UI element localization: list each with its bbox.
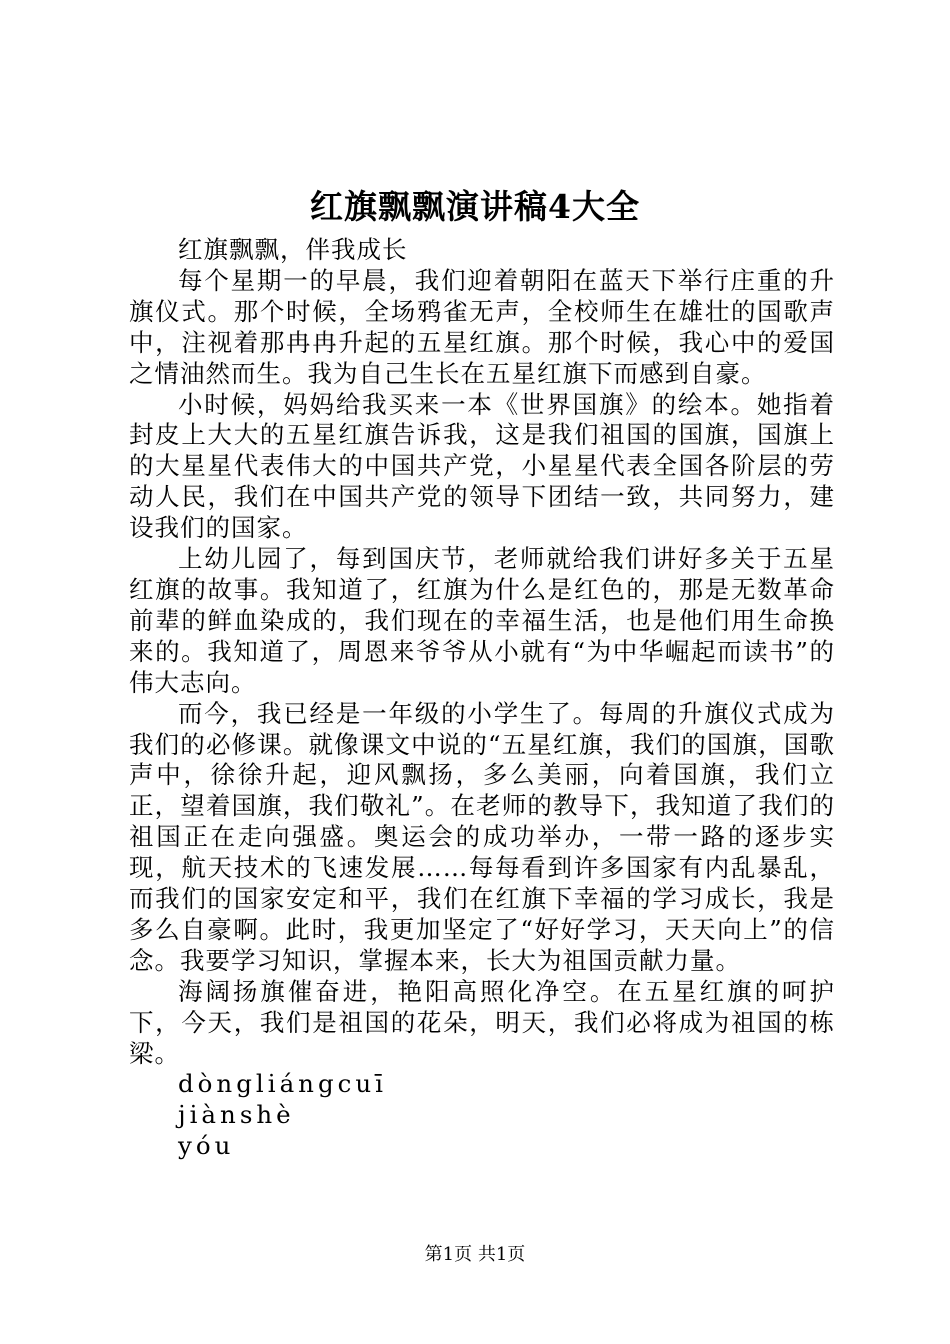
body-paragraph: 每个星期一的早晨，我们迎着朝阳在蓝天下举行庄重的升旗仪式。那个时候，全场鸦雀无声，全校师生在雄壮的国歌声中，注视着那冉冉升起的五星红旗。那个时候，我心中的爱国之情油然而生。我为自己生长在五星红旗下而感到自豪。 <box>129 265 835 388</box>
body-paragraph: 上幼儿园了，每到国庆节，老师就给我们讲好多关于五星红旗的故事。我知道了，红旗为什么是红色的，那是无数革命前辈的鲜血染成的，我们现在的幸福生活，也是他们用生命换来的。我知道了，周恩来爷爷从小就有“为中华崛起而读书”的伟大志向。 <box>129 544 835 697</box>
pinyin-line: dòngliángcuī <box>178 1069 387 1099</box>
pinyin-line: jiànshè <box>178 1100 295 1130</box>
pinyin-line: yóu <box>178 1131 235 1161</box>
document-title: 红旗飘飘演讲稿4大全 <box>310 187 640 226</box>
body-paragraph: 而今，我已经是一年级的小学生了。每周的升旗仪式成为我们的必修课。就像课文中说的“五星红旗，我们的国旗，国歌声中，徐徐升起，迎风飘扬，多么美丽，向着国旗，我们立正，望着国旗，我们敬礼”。在老师的教导下，我知道了我们的祖国正在走向强盛。奥运会的成功举办，一带一路的逐步实现，航天技术的飞速发展……每每看到许多国家有内乱暴乱，而我们的国家安定和平，我们在红旗下幸福的学习成长，我是多么自豪啊。此时，我更加坚定了“好好学习，天天向上”的信念。我要学习知识，掌握本来，长大为祖国贡献力量。 <box>129 698 835 975</box>
page-number-footer: 第1页 共1页 <box>424 1244 526 1265</box>
body-paragraph: 小时候，妈妈给我买来一本《世界国旗》的绘本。她指着封皮上大大的五星红旗告诉我，这是我们祖国的国旗，国旗上的大星星代表伟大的中国共产党，小星星代表全国各阶层的劳动人民，我们在中国共产党的领导下团结一致，共同努力，建设我们的国家。 <box>129 389 835 543</box>
speech-subtitle: 红旗飘飘，伴我成长 <box>178 235 408 264</box>
body-paragraph: 海阔扬旗催奋进，艳阳高照化净空。在五星红旗的呵护下，今天，我们是祖国的花朵，明天，我们必将成为祖国的栋梁。 <box>129 976 835 1068</box>
document-body <box>129 235 835 1162</box>
